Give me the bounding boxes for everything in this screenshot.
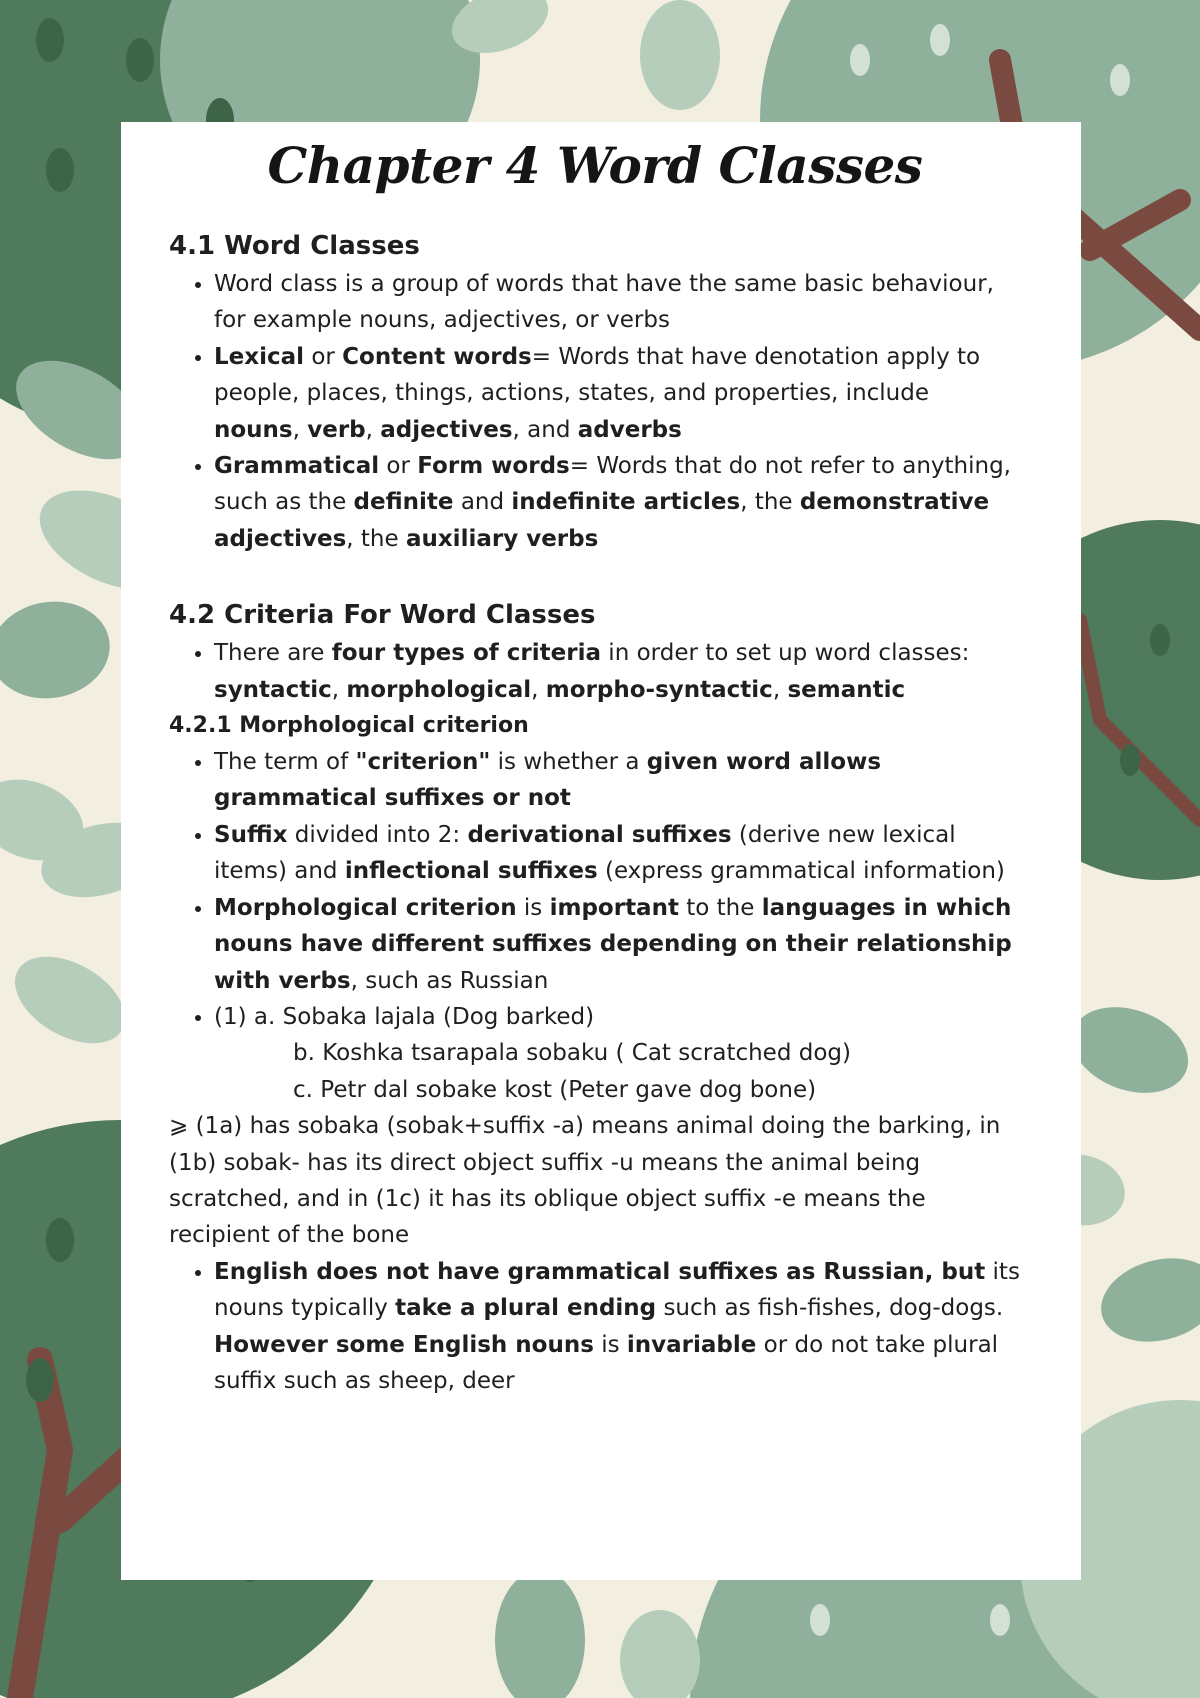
list-item: • Word class is a group of words that have the same basic behaviour, for example nouns, adjectives, or verbs [214, 266, 1021, 339]
morphological-list [169, 744, 1021, 1035]
list-item: • Morphological criterion is important to the languages in which nouns have different suffixes depending on their relationship with verbs, such as Russian [214, 890, 1021, 999]
subsection-heading-4-2-1: 4.2.1 Morphological criterion [169, 713, 529, 739]
list-item: • Lexical or Content words= Words that have denotation apply to people, places, things, actions, states, and properties, include nouns, verb, adjectives, and adverbs [214, 339, 1021, 448]
explanation-paragraph: ⩾ (1a) has sobaka (sobak+suffix -a) means animal doing the barking, in (1b) sobak- has its direct object suffix -u means the animal being scratched, and in (1c) it has its oblique object suffix -e means the recipient of the bone [169, 1113, 1001, 1249]
list-item: • There are four types of criteria in order to set up word classes: syntactic, morphological, morpho-syntactic, semantic [214, 635, 1021, 708]
list-item: • Grammatical or Form words= Words that do not refer to anything, such as the definite and indefinite articles, the demonstrative adjectives, the auxiliary verbs [214, 448, 1021, 557]
leaf-icon [495, 1570, 700, 1698]
section-4-1-list [169, 266, 1021, 557]
list-item: • The term of "criterion" is whether a given word allows grammatical suffixes or not [214, 744, 1021, 817]
list-item: • Suffix divided into 2: derivational suffixes (derive new lexical items) and inflectional suffixes (express grammatical information) [214, 817, 1021, 890]
section-heading-4-2: 4.2 Criteria For Word Classes [169, 600, 596, 631]
example-item: • (1) a. Sobaka lajala (Dog barked) [214, 999, 1021, 1035]
example-line-b: b. Koshka tsarapala sobaku ( Cat scratched dog) [293, 1040, 851, 1067]
section-4-2-list [169, 635, 1021, 708]
list-item: • English does not have grammatical suffixes as Russian, but its nouns typically take a plural ending such as fish-fishes, dog-dogs. However some English nouns is invariable or do not take plural suffix such as sheep, deer [214, 1254, 1021, 1400]
example-line-c: c. Petr dal sobake kost (Peter gave dog bone) [293, 1076, 817, 1103]
content-card [121, 122, 1081, 1580]
page-title: Chapter 4 Word Classes [267, 136, 923, 195]
english-list [169, 1254, 1021, 1400]
section-heading-4-1: 4.1 Word Classes [169, 231, 420, 261]
leaf-icon [443, 0, 720, 110]
